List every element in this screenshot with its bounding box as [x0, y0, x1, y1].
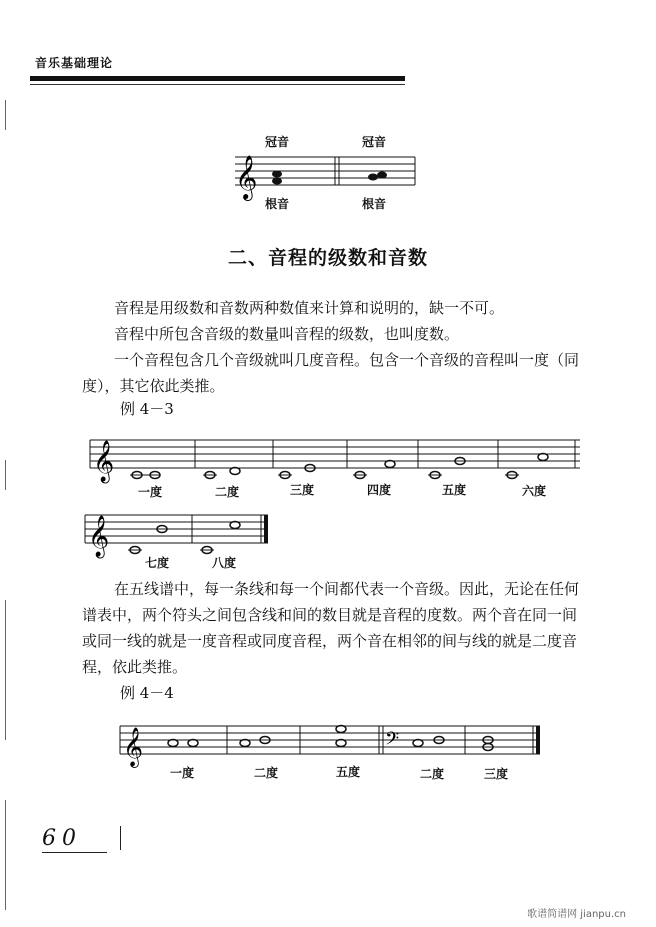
- interval-label: 一度: [170, 766, 195, 780]
- svg-text:𝄞: 𝄞: [123, 727, 144, 767]
- interval-label: 三度: [484, 767, 509, 781]
- example-4-4-staff: [115, 718, 550, 768]
- header-rule: [30, 76, 405, 81]
- treble-clef-icon: 𝄞: [235, 155, 258, 199]
- paragraph: 一个音程包含几个音级就叫几度音程。包含一个音级的音程叫一度（同度），其它依此类推。: [82, 351, 580, 395]
- interval-label: 二度: [254, 766, 279, 780]
- page-number: 60: [42, 826, 82, 851]
- svg-text:𝄞: 𝄞: [93, 441, 115, 482]
- paragraph: 在五线谱中，每一条线和每一个间都代表一个音级。因此，无论在任何谱表中，两个符头之间包含线和间的数目就是音程的度数。两个音在同一间或同一线的就是一度音程或同度音程，两个音在相邻的间与线的就是二度音程，依此类推。: [82, 580, 580, 676]
- header-rule-thin: [30, 84, 405, 85]
- svg-text:𝄢: 𝄢: [385, 729, 400, 754]
- body-paragraphs: [82, 295, 582, 399]
- fig1-bottom-label: 根音: [362, 197, 387, 211]
- page-number-rule: [42, 852, 107, 853]
- interval-label: 一度: [138, 485, 163, 499]
- interval-label: 五度: [336, 765, 361, 779]
- svg-text:𝄞: 𝄞: [88, 516, 110, 557]
- page-number-tick: [120, 826, 121, 850]
- example-label: 例 4－4: [120, 684, 174, 702]
- interval-figure: [225, 130, 425, 215]
- interval-label: 四度: [367, 483, 392, 497]
- fig1-top-label: 冠音: [362, 135, 387, 149]
- fig1-top-label: 冠音: [265, 135, 290, 149]
- interval-label: 二度: [420, 767, 445, 781]
- fig1-bottom-label: 根音: [265, 197, 290, 211]
- example-4-3-staff: [85, 430, 585, 490]
- interval-label: 六度: [522, 484, 547, 498]
- example-label: 例 4－3: [120, 400, 174, 418]
- scan-margin-mark: [5, 100, 6, 130]
- scan-margin-mark: [5, 600, 6, 740]
- scan-margin-mark: [5, 800, 6, 910]
- section-title: 二、音程的级数和音数: [227, 247, 428, 269]
- interval-label: 八度: [212, 556, 237, 570]
- interval-label: 三度: [290, 483, 315, 497]
- paragraph: 音程是用级数和音数两种数值来计算和说明的，缺一不可。: [114, 299, 505, 317]
- interval-label: 二度: [215, 485, 240, 499]
- scan-margin-mark: [5, 460, 6, 490]
- example-4-3-staff-2: [80, 505, 280, 560]
- running-header: 音乐基础理论: [35, 56, 114, 70]
- paragraph: 音程中所包含音级的数量叫音程的级数，也叫度数。: [114, 325, 460, 343]
- interval-label: 七度: [145, 556, 170, 570]
- interval-label: 五度: [442, 483, 467, 497]
- watermark: 歌谱简谱网 jianpu.cn: [527, 909, 626, 920]
- paragraph-4: [82, 576, 582, 680]
